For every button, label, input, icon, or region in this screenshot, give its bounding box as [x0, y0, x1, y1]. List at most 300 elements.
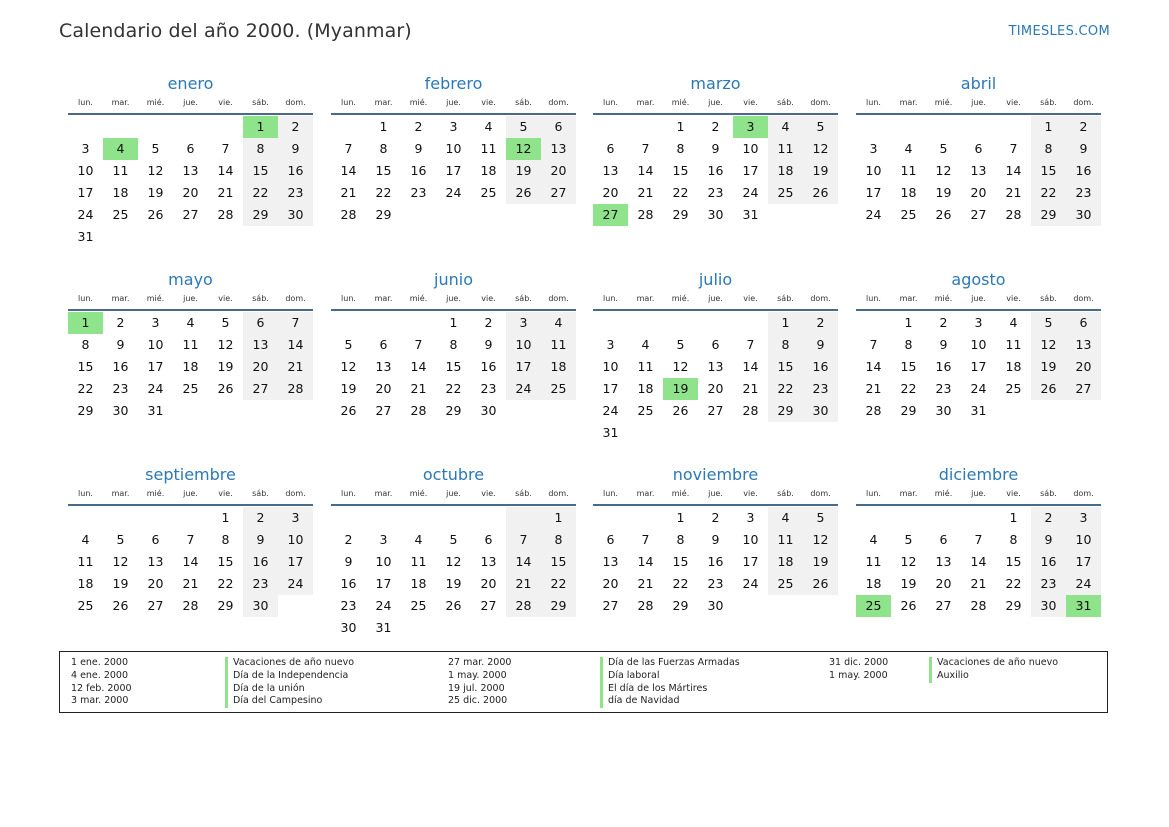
day-cell[interactable]: 25 — [768, 573, 803, 595]
day-cell[interactable]: 3 — [733, 116, 768, 138]
day-cell[interactable]: 3 — [506, 312, 541, 334]
day-cell[interactable]: 23 — [1066, 182, 1101, 204]
day-cell[interactable]: 18 — [112, 185, 129, 200]
day-cell[interactable]: 30 — [278, 204, 313, 226]
day-cell[interactable]: 22 — [541, 573, 576, 595]
day-cell[interactable]: 24 — [970, 381, 987, 396]
day-cell[interactable]: 3 — [1066, 507, 1101, 529]
day-cell[interactable]: 4 — [904, 141, 913, 156]
day-cell[interactable]: 25 — [768, 182, 803, 204]
day-cell[interactable]: 14 — [506, 551, 541, 573]
day-cell[interactable]: 27 — [970, 207, 987, 222]
day-cell[interactable]: 10 — [1066, 529, 1101, 551]
day-cell[interactable]: 20 — [147, 576, 164, 591]
day-cell[interactable]: 26 — [112, 598, 129, 613]
day-cell[interactable]: 29 — [217, 598, 234, 613]
day-cell[interactable]: 19 — [663, 378, 698, 400]
day-cell[interactable]: 7 — [641, 532, 650, 547]
day-cell[interactable]: 21 — [340, 185, 357, 200]
day-cell[interactable]: 22 — [243, 182, 278, 204]
day-cell[interactable]: 11 — [480, 141, 497, 156]
day-cell[interactable]: 30 — [707, 598, 724, 613]
day-cell[interactable]: 13 — [602, 554, 619, 569]
day-cell[interactable]: 3 — [974, 315, 983, 330]
day-cell[interactable]: 22 — [900, 381, 917, 396]
day-cell[interactable]: 9 — [939, 337, 948, 352]
day-cell[interactable]: 10 — [77, 163, 94, 178]
day-cell[interactable]: 19 — [935, 185, 952, 200]
day-cell[interactable]: 5 — [803, 116, 838, 138]
day-cell[interactable]: 19 — [900, 576, 917, 591]
day-cell[interactable]: 8 — [449, 337, 458, 352]
day-cell[interactable]: 7 — [1009, 141, 1018, 156]
day-cell[interactable]: 25 — [900, 207, 917, 222]
day-cell[interactable]: 29 — [541, 595, 576, 617]
day-cell[interactable]: 18 — [541, 356, 576, 378]
day-cell[interactable]: 17 — [1066, 551, 1101, 573]
day-cell[interactable]: 2 — [1031, 507, 1066, 529]
day-cell[interactable]: 3 — [869, 141, 878, 156]
day-cell[interactable]: 6 — [151, 532, 160, 547]
day-cell[interactable]: 26 — [672, 403, 689, 418]
day-cell[interactable]: 1 — [1031, 116, 1066, 138]
day-cell[interactable]: 29 — [768, 400, 803, 422]
day-cell[interactable]: 17 — [147, 359, 164, 374]
day-cell[interactable]: 20 — [541, 160, 576, 182]
day-cell[interactable]: 13 — [541, 138, 576, 160]
day-cell[interactable]: 28 — [217, 207, 234, 222]
day-cell[interactable]: 5 — [676, 337, 685, 352]
day-cell[interactable]: 30 — [1066, 204, 1101, 226]
day-cell[interactable]: 24 — [1066, 573, 1101, 595]
day-cell[interactable]: 23 — [707, 576, 724, 591]
day-cell[interactable]: 11 — [865, 554, 882, 569]
day-cell[interactable]: 12 — [803, 529, 838, 551]
day-cell[interactable]: 28 — [742, 403, 759, 418]
day-cell[interactable]: 17 — [742, 554, 759, 569]
day-cell[interactable]: 2 — [278, 116, 313, 138]
day-cell[interactable]: 1 — [449, 315, 458, 330]
day-cell[interactable]: 18 — [77, 576, 94, 591]
day-cell[interactable]: 7 — [506, 529, 541, 551]
day-cell[interactable]: 23 — [278, 182, 313, 204]
day-cell[interactable]: 7 — [344, 141, 353, 156]
day-cell[interactable]: 13 — [182, 163, 199, 178]
day-cell[interactable]: 14 — [182, 554, 199, 569]
day-cell[interactable]: 19 — [217, 359, 234, 374]
day-cell[interactable]: 27 — [147, 598, 164, 613]
day-cell[interactable]: 17 — [865, 185, 882, 200]
day-cell[interactable]: 26 — [900, 598, 917, 613]
day-cell[interactable]: 16 — [278, 160, 313, 182]
day-cell[interactable]: 4 — [869, 532, 878, 547]
day-cell[interactable]: 23 — [243, 573, 278, 595]
day-cell[interactable]: 11 — [637, 359, 654, 374]
day-cell[interactable]: 15 — [672, 163, 689, 178]
day-cell[interactable]: 29 — [445, 403, 462, 418]
day-cell[interactable]: 12 — [803, 138, 838, 160]
day-cell[interactable]: 30 — [480, 403, 497, 418]
day-cell[interactable]: 2 — [711, 119, 720, 134]
day-cell[interactable]: 7 — [641, 141, 650, 156]
day-cell[interactable]: 27 — [480, 598, 497, 613]
day-cell[interactable]: 17 — [278, 551, 313, 573]
day-cell[interactable]: 18 — [1005, 359, 1022, 374]
day-cell[interactable]: 13 — [147, 554, 164, 569]
day-cell[interactable]: 5 — [506, 116, 541, 138]
day-cell[interactable]: 4 — [81, 532, 90, 547]
day-cell[interactable]: 9 — [344, 554, 353, 569]
day-cell[interactable]: 3 — [151, 315, 160, 330]
day-cell[interactable]: 27 — [707, 403, 724, 418]
day-cell[interactable]: 21 — [865, 381, 882, 396]
day-cell[interactable]: 21 — [742, 381, 759, 396]
day-cell[interactable]: 31 — [375, 620, 392, 635]
day-cell[interactable]: 21 — [637, 185, 654, 200]
day-cell[interactable]: 9 — [1031, 529, 1066, 551]
day-cell[interactable]: 19 — [112, 576, 129, 591]
day-cell[interactable]: 30 — [340, 620, 357, 635]
day-cell[interactable]: 15 — [1005, 554, 1022, 569]
day-cell[interactable]: 5 — [221, 315, 230, 330]
day-cell[interactable]: 22 — [1031, 182, 1066, 204]
day-cell[interactable]: 19 — [445, 576, 462, 591]
day-cell[interactable]: 4 — [484, 119, 493, 134]
day-cell[interactable]: 18 — [637, 381, 654, 396]
day-cell[interactable]: 13 — [243, 334, 278, 356]
day-cell[interactable]: 28 — [970, 598, 987, 613]
day-cell[interactable]: 27 — [935, 598, 952, 613]
day-cell[interactable]: 3 — [449, 119, 458, 134]
day-cell[interactable]: 1 — [768, 312, 803, 334]
day-cell[interactable]: 22 — [768, 378, 803, 400]
day-cell[interactable]: 30 — [803, 400, 838, 422]
day-cell[interactable]: 3 — [379, 532, 388, 547]
day-cell[interactable]: 19 — [506, 160, 541, 182]
day-cell[interactable]: 6 — [974, 141, 983, 156]
day-cell[interactable]: 12 — [217, 337, 234, 352]
day-cell[interactable]: 11 — [182, 337, 199, 352]
day-cell[interactable]: 17 — [970, 359, 987, 374]
day-cell[interactable]: 9 — [484, 337, 493, 352]
day-cell[interactable]: 8 — [1031, 138, 1066, 160]
day-cell[interactable]: 28 — [278, 378, 313, 400]
day-cell[interactable]: 14 — [278, 334, 313, 356]
day-cell[interactable]: 4 — [541, 312, 576, 334]
day-cell[interactable]: 4 — [103, 138, 138, 160]
day-cell[interactable]: 8 — [1009, 532, 1018, 547]
day-cell[interactable]: 8 — [221, 532, 230, 547]
day-cell[interactable]: 14 — [865, 359, 882, 374]
day-cell[interactable]: 26 — [506, 182, 541, 204]
day-cell[interactable]: 12 — [445, 554, 462, 569]
day-cell[interactable]: 26 — [803, 573, 838, 595]
day-cell[interactable]: 19 — [803, 160, 838, 182]
day-cell[interactable]: 16 — [340, 576, 357, 591]
day-cell[interactable]: 7 — [221, 141, 230, 156]
day-cell[interactable]: 2 — [803, 312, 838, 334]
day-cell[interactable]: 6 — [606, 141, 615, 156]
day-cell[interactable]: 19 — [1031, 356, 1066, 378]
day-cell[interactable]: 24 — [77, 207, 94, 222]
day-cell[interactable]: 21 — [410, 381, 427, 396]
day-cell[interactable]: 21 — [1005, 185, 1022, 200]
day-cell[interactable]: 29 — [1005, 598, 1022, 613]
day-cell[interactable]: 19 — [340, 381, 357, 396]
day-cell[interactable]: 4 — [1009, 315, 1018, 330]
day-cell[interactable]: 24 — [742, 185, 759, 200]
day-cell[interactable]: 5 — [449, 532, 458, 547]
day-cell[interactable]: 8 — [379, 141, 388, 156]
day-cell[interactable]: 28 — [340, 207, 357, 222]
day-cell[interactable]: 27 — [593, 204, 628, 226]
day-cell[interactable]: 30 — [243, 595, 278, 617]
day-cell[interactable]: 13 — [602, 163, 619, 178]
day-cell[interactable]: 9 — [278, 138, 313, 160]
day-cell[interactable]: 31 — [1066, 595, 1101, 617]
day-cell[interactable]: 16 — [112, 359, 129, 374]
day-cell[interactable]: 20 — [935, 576, 952, 591]
day-cell[interactable]: 14 — [970, 554, 987, 569]
day-cell[interactable]: 14 — [637, 554, 654, 569]
day-cell[interactable]: 16 — [707, 554, 724, 569]
day-cell[interactable]: 25 — [77, 598, 94, 613]
day-cell[interactable]: 16 — [935, 359, 952, 374]
day-cell[interactable]: 16 — [1066, 160, 1101, 182]
day-cell[interactable]: 5 — [344, 337, 353, 352]
day-cell[interactable]: 2 — [1066, 116, 1101, 138]
day-cell[interactable]: 14 — [340, 163, 357, 178]
day-cell[interactable]: 2 — [939, 315, 948, 330]
day-cell[interactable]: 18 — [182, 359, 199, 374]
day-cell[interactable]: 12 — [506, 138, 541, 160]
day-cell[interactable]: 23 — [340, 598, 357, 613]
day-cell[interactable]: 21 — [182, 576, 199, 591]
day-cell[interactable]: 22 — [375, 185, 392, 200]
day-cell[interactable]: 25 — [541, 378, 576, 400]
day-cell[interactable]: 28 — [637, 207, 654, 222]
day-cell[interactable]: 5 — [116, 532, 125, 547]
day-cell[interactable]: 10 — [742, 532, 759, 547]
day-cell[interactable]: 3 — [606, 337, 615, 352]
day-cell[interactable]: 6 — [1066, 312, 1101, 334]
day-cell[interactable]: 12 — [1031, 334, 1066, 356]
day-cell[interactable]: 24 — [742, 576, 759, 591]
day-cell[interactable]: 14 — [410, 359, 427, 374]
day-cell[interactable]: 2 — [116, 315, 125, 330]
day-cell[interactable]: 9 — [803, 334, 838, 356]
day-cell[interactable]: 8 — [243, 138, 278, 160]
day-cell[interactable]: 1 — [379, 119, 388, 134]
day-cell[interactable]: 18 — [900, 185, 917, 200]
day-cell[interactable]: 23 — [1031, 573, 1066, 595]
day-cell[interactable]: 7 — [278, 312, 313, 334]
day-cell[interactable]: 26 — [147, 207, 164, 222]
day-cell[interactable]: 28 — [506, 595, 541, 617]
day-cell[interactable]: 24 — [375, 598, 392, 613]
day-cell[interactable]: 7 — [746, 337, 755, 352]
day-cell[interactable]: 25 — [182, 381, 199, 396]
day-cell[interactable]: 1 — [541, 507, 576, 529]
day-cell[interactable]: 5 — [1031, 312, 1066, 334]
day-cell[interactable]: 11 — [768, 138, 803, 160]
day-cell[interactable]: 11 — [541, 334, 576, 356]
day-cell[interactable]: 6 — [379, 337, 388, 352]
day-cell[interactable]: 10 — [742, 141, 759, 156]
day-cell[interactable]: 21 — [506, 573, 541, 595]
day-cell[interactable]: 2 — [414, 119, 423, 134]
day-cell[interactable]: 13 — [970, 163, 987, 178]
day-cell[interactable]: 17 — [375, 576, 392, 591]
day-cell[interactable]: 20 — [480, 576, 497, 591]
day-cell[interactable]: 2 — [344, 532, 353, 547]
day-cell[interactable]: 31 — [77, 229, 94, 244]
day-cell[interactable]: 25 — [1005, 381, 1022, 396]
day-cell[interactable]: 10 — [375, 554, 392, 569]
day-cell[interactable]: 29 — [1031, 204, 1066, 226]
day-cell[interactable]: 31 — [970, 403, 987, 418]
day-cell[interactable]: 13 — [935, 554, 952, 569]
day-cell[interactable]: 8 — [541, 529, 576, 551]
day-cell[interactable]: 26 — [1031, 378, 1066, 400]
day-cell[interactable]: 14 — [742, 359, 759, 374]
day-cell[interactable]: 14 — [1005, 163, 1022, 178]
day-cell[interactable]: 12 — [935, 163, 952, 178]
day-cell[interactable]: 16 — [1031, 551, 1066, 573]
day-cell[interactable]: 24 — [506, 378, 541, 400]
day-cell[interactable]: 29 — [672, 598, 689, 613]
day-cell[interactable]: 20 — [602, 185, 619, 200]
day-cell[interactable]: 21 — [217, 185, 234, 200]
day-cell[interactable]: 8 — [81, 337, 90, 352]
day-cell[interactable]: 15 — [541, 551, 576, 573]
day-cell[interactable]: 1 — [676, 119, 685, 134]
day-cell[interactable]: 31 — [742, 207, 759, 222]
day-cell[interactable]: 20 — [182, 185, 199, 200]
day-cell[interactable]: 5 — [803, 507, 838, 529]
day-cell[interactable]: 10 — [506, 334, 541, 356]
day-cell[interactable]: 24 — [278, 573, 313, 595]
day-cell[interactable]: 28 — [637, 598, 654, 613]
day-cell[interactable]: 20 — [707, 381, 724, 396]
day-cell[interactable]: 27 — [602, 598, 619, 613]
day-cell[interactable]: 21 — [637, 576, 654, 591]
day-cell[interactable]: 6 — [939, 532, 948, 547]
day-cell[interactable]: 1 — [676, 510, 685, 525]
day-cell[interactable]: 29 — [672, 207, 689, 222]
day-cell[interactable]: 25 — [410, 598, 427, 613]
day-cell[interactable]: 23 — [935, 381, 952, 396]
day-cell[interactable]: 22 — [672, 576, 689, 591]
day-cell[interactable]: 13 — [480, 554, 497, 569]
day-cell[interactable]: 12 — [340, 359, 357, 374]
day-cell[interactable]: 30 — [1031, 595, 1066, 617]
day-cell[interactable]: 23 — [480, 381, 497, 396]
day-cell[interactable]: 18 — [768, 551, 803, 573]
day-cell[interactable]: 15 — [243, 160, 278, 182]
day-cell[interactable]: 11 — [112, 163, 129, 178]
day-cell[interactable]: 26 — [935, 207, 952, 222]
day-cell[interactable]: 6 — [541, 116, 576, 138]
day-cell[interactable]: 20 — [375, 381, 392, 396]
day-cell[interactable]: 26 — [217, 381, 234, 396]
day-cell[interactable]: 28 — [182, 598, 199, 613]
day-cell[interactable]: 5 — [939, 141, 948, 156]
day-cell[interactable]: 15 — [672, 554, 689, 569]
day-cell[interactable]: 15 — [217, 554, 234, 569]
day-cell[interactable]: 22 — [445, 381, 462, 396]
day-cell[interactable]: 8 — [676, 141, 685, 156]
day-cell[interactable]: 3 — [81, 141, 90, 156]
day-cell[interactable]: 17 — [77, 185, 94, 200]
day-cell[interactable]: 16 — [410, 163, 427, 178]
day-cell[interactable]: 23 — [112, 381, 129, 396]
day-cell[interactable]: 18 — [865, 576, 882, 591]
day-cell[interactable]: 15 — [77, 359, 94, 374]
day-cell[interactable]: 25 — [112, 207, 129, 222]
day-cell[interactable]: 6 — [711, 337, 720, 352]
day-cell[interactable]: 31 — [147, 403, 164, 418]
day-cell[interactable]: 9 — [1066, 138, 1101, 160]
day-cell[interactable]: 2 — [484, 315, 493, 330]
day-cell[interactable]: 27 — [1066, 378, 1101, 400]
day-cell[interactable]: 7 — [414, 337, 423, 352]
day-cell[interactable]: 10 — [445, 141, 462, 156]
day-cell[interactable]: 6 — [243, 312, 278, 334]
day-cell[interactable]: 25 — [480, 185, 497, 200]
day-cell[interactable]: 19 — [803, 551, 838, 573]
day-cell[interactable]: 13 — [1066, 334, 1101, 356]
day-cell[interactable]: 24 — [602, 403, 619, 418]
day-cell[interactable]: 18 — [480, 163, 497, 178]
day-cell[interactable]: 11 — [77, 554, 94, 569]
day-cell[interactable]: 8 — [904, 337, 913, 352]
day-cell[interactable]: 27 — [541, 182, 576, 204]
day-cell[interactable]: 24 — [147, 381, 164, 396]
site-link[interactable]: TIMESLES.COM — [1008, 24, 1110, 39]
day-cell[interactable]: 28 — [1005, 207, 1022, 222]
day-cell[interactable]: 10 — [865, 163, 882, 178]
day-cell[interactable]: 22 — [77, 381, 94, 396]
day-cell[interactable]: 11 — [1005, 337, 1022, 352]
day-cell[interactable]: 10 — [278, 529, 313, 551]
day-cell[interactable]: 22 — [1005, 576, 1022, 591]
day-cell[interactable]: 17 — [602, 381, 619, 396]
day-cell[interactable]: 20 — [602, 576, 619, 591]
day-cell[interactable]: 14 — [637, 163, 654, 178]
day-cell[interactable]: 15 — [900, 359, 917, 374]
day-cell[interactable]: 26 — [445, 598, 462, 613]
day-cell[interactable]: 25 — [637, 403, 654, 418]
day-cell[interactable]: 15 — [1031, 160, 1066, 182]
day-cell[interactable]: 10 — [970, 337, 987, 352]
day-cell[interactable]: 9 — [711, 141, 720, 156]
day-cell[interactable]: 13 — [707, 359, 724, 374]
day-cell[interactable]: 6 — [606, 532, 615, 547]
day-cell[interactable]: 16 — [803, 356, 838, 378]
day-cell[interactable]: 23 — [410, 185, 427, 200]
day-cell[interactable]: 22 — [672, 185, 689, 200]
day-cell[interactable]: 28 — [410, 403, 427, 418]
day-cell[interactable]: 23 — [803, 378, 838, 400]
day-cell[interactable]: 28 — [865, 403, 882, 418]
day-cell[interactable]: 12 — [147, 163, 164, 178]
day-cell[interactable]: 23 — [707, 185, 724, 200]
day-cell[interactable]: 17 — [742, 163, 759, 178]
day-cell[interactable]: 15 — [375, 163, 392, 178]
day-cell[interactable]: 24 — [865, 207, 882, 222]
day-cell[interactable]: 11 — [900, 163, 917, 178]
